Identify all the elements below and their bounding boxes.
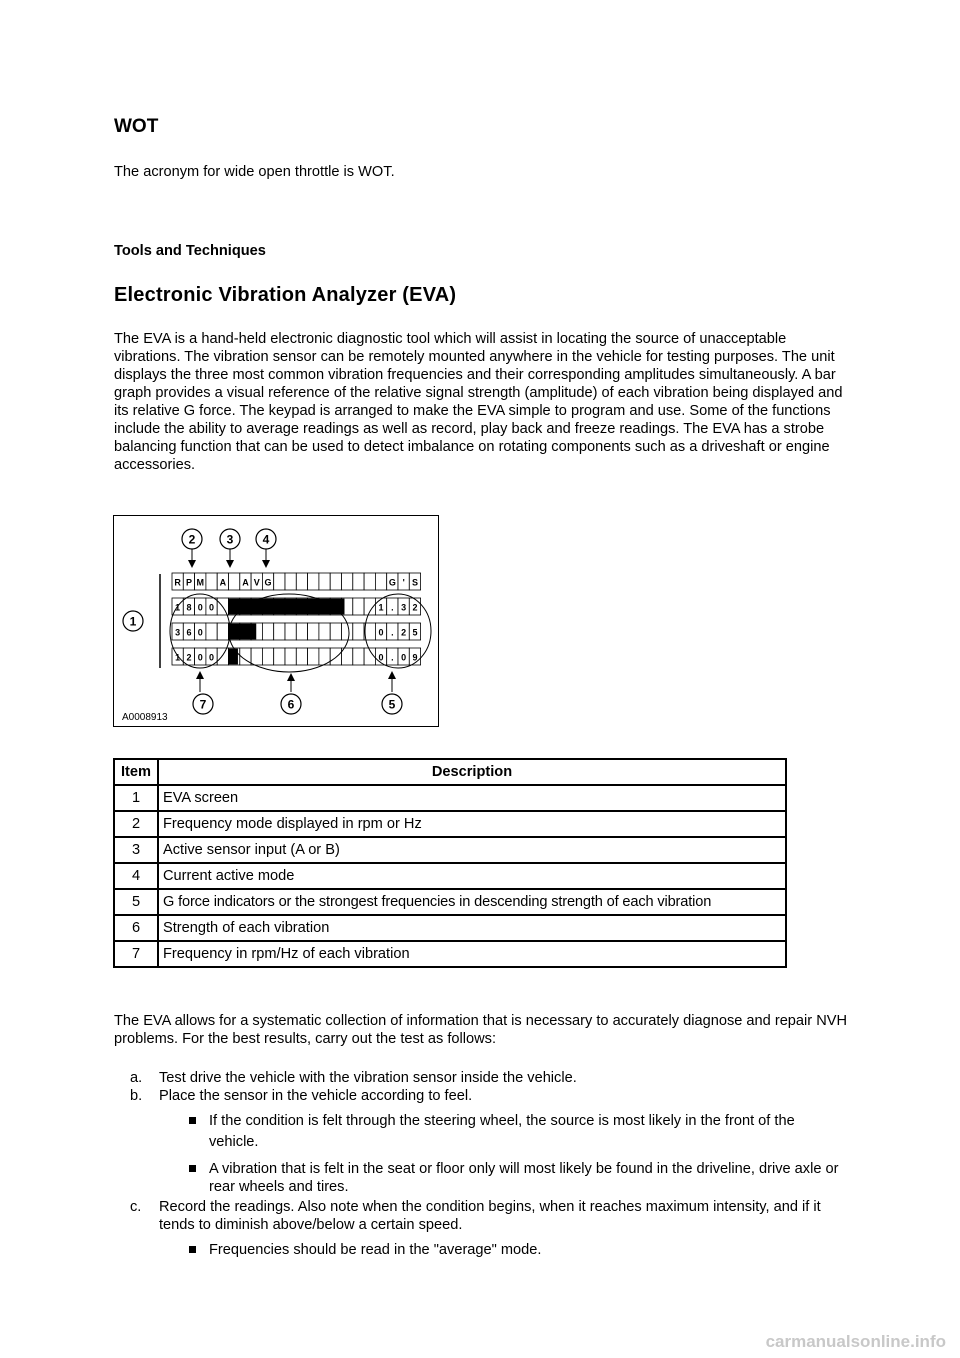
display-header-char: G [388,577,396,588]
g-force-digit: 2 [412,602,418,613]
display-cell [285,648,296,665]
callout-4 [256,529,276,568]
item-description: Frequency mode displayed in rpm or Hz [158,811,786,837]
display-cell [274,623,285,640]
display-cell [342,573,353,590]
g-force-digit: 9 [412,652,418,663]
display-header-char: ' [402,577,405,588]
callout-2 [182,529,202,568]
frequency-digit: 0 [197,627,203,638]
frequency-digit: 6 [186,627,192,638]
display-cell [364,573,375,590]
display-cell [229,573,240,590]
item-description-table [113,758,787,968]
frequency-digit: 8 [186,602,192,613]
display-cell [296,623,307,640]
display-cell [285,573,296,590]
g-force-digit: . [391,652,394,663]
item-number: 5 [114,889,158,915]
display-cell [217,623,228,640]
display-cell [353,598,364,615]
g-force-digit: 1 [378,602,384,613]
item-description: EVA screen [158,785,786,811]
callout-3-label: 3 [226,532,234,547]
display-header-char: P [185,577,192,588]
frequency-digit: 1 [175,602,181,613]
display-cell [285,623,296,640]
eva-display-grid [172,573,421,665]
display-cell [308,648,319,665]
table-row [114,863,786,889]
table-row [114,811,786,837]
table-row [114,915,786,941]
display-cell [330,648,341,665]
step-marker: b. [130,1088,143,1104]
callout-1-label: 1 [129,614,137,629]
callout-1 [123,611,143,631]
item-number: 7 [114,941,158,967]
frequency-digit: 0 [209,602,215,613]
bullet-square-icon [189,1117,196,1124]
item-number: 4 [114,863,158,889]
item-column-header: Item [114,759,158,785]
g-force-digit: 0 [401,652,407,663]
bullet-text: A vibration that is felt in the seat or floor only will most likely be found in the driveline, drive axle or rear wheels and tires. [209,1161,839,1195]
frequency-digit: 0 [197,602,203,613]
g-force-digit: 5 [412,627,418,638]
eva-intro-paragraph: The EVA is a hand-held electronic diagnostic tool which will assist in locating the source of unacceptable vibrations. The vibration sensor can be remotely mounted anywhere in the vehicle for testing purposes. The unit displays the three most common vibration frequencies and their corresponding amplitudes simultaneously. A bar graph provides a visual reference of the relative signal strength (amplitude) of each vibration being displayed and its relative G force. The keypad is arranged to make the EVA simple to program and use. Some of the functions include the ability to average readings as well as record, play back and freeze readings. The EVA has a strobe balancing function that can be used to detect imbalance on rotating components such as a driveshaft or engine accessories. [114,331,843,473]
bullet-text: Frequencies should be read in the "average" mode. [209,1242,542,1258]
g-force-digit: . [391,602,394,613]
display-cell [319,623,330,640]
callout-7-label: 7 [199,697,207,712]
bullet-square-icon [189,1246,196,1253]
item-description: Current active mode [158,863,786,889]
display-cell [274,573,285,590]
description-column-header: Description [158,759,786,785]
display-header-char: G [264,577,272,588]
display-cell [296,573,307,590]
step-marker: a. [130,1070,143,1086]
display-header-char: M [196,577,204,588]
callout-7 [193,671,213,714]
item-description: G force indicators or the strongest frequencies in descending strength of each vibration [158,889,786,915]
item-number: 1 [114,785,158,811]
callout-5 [382,671,402,714]
display-cell [262,648,273,665]
callout-6 [281,673,301,714]
display-cell [375,573,386,590]
wot-heading: WOT [114,116,159,137]
figure-code: A0008913 [122,712,168,723]
step-marker: c. [130,1199,142,1215]
eva-screen-figure [113,515,439,727]
item-description: Active sensor input (A or B) [158,837,786,863]
display-cell [274,648,285,665]
display-header-char: A [219,577,227,588]
item-number: 6 [114,915,158,941]
item-description: Strength of each vibration [158,915,786,941]
callout-6-label: 6 [287,697,295,712]
display-header-char: V [253,577,260,588]
wot-definition: The acronym for wide open throttle is WOT. [114,164,395,180]
display-cell [342,623,353,640]
display-header-char: A [242,577,249,588]
display-cell [296,648,307,665]
display-cell [206,623,217,640]
g-force-digit: 0 [378,652,384,663]
step-text: Place the sensor in the vehicle according to feel. [159,1088,473,1104]
table-row [114,889,786,915]
eva-screen-illustration [114,516,438,726]
display-cell [353,648,364,665]
eva-heading: Electronic Vibration Analyzer (EVA) [114,284,457,306]
display-header-char: S [411,577,418,588]
table-row [114,837,786,863]
strength-bar [229,624,256,639]
watermark: carmanualsonline.info [765,1332,946,1351]
frequency-digit: 2 [186,652,192,663]
frequency-digit: 3 [175,627,181,638]
table-row [114,785,786,811]
callout-2-label: 2 [188,532,196,547]
callout-5-label: 5 [388,697,396,712]
frequency-digit: 1 [175,652,181,663]
display-cell [308,573,319,590]
tools-heading: Tools and Techniques [114,243,266,259]
display-cell [217,648,228,665]
g-force-digit: 3 [401,602,407,613]
callout-3 [220,529,240,568]
bullet-square-icon [189,1165,196,1172]
step-text: Test drive the vehicle with the vibration sensor inside the vehicle. [159,1070,577,1086]
display-cell [206,573,217,590]
display-cell [319,573,330,590]
table-header-row [114,759,786,785]
step-text: Record the readings. Also note when the condition begins, when it reaches maximum intensity, and if it tends to diminish above/below a certain speed. [159,1199,821,1233]
frequency-digit: 0 [209,652,215,663]
item-number: 3 [114,837,158,863]
display-cell [330,623,341,640]
bullet-text: If the condition is felt through the steering wheel, the source is most likely in the front of the vehicle. [209,1113,795,1150]
g-force-digit: 2 [401,627,407,638]
g-force-digit: 0 [378,627,384,638]
display-cell [262,623,273,640]
callout-4-label: 4 [262,532,270,547]
display-header-char: R [174,577,181,588]
g-force-digit: . [391,627,394,638]
display-cell [330,573,341,590]
display-cell [353,573,364,590]
procedure-intro-paragraph: The EVA allows for a systematic collection of information that is necessary to accurately diagnose and repair NVH problems. For the best results, carry out the test as follows: [114,1013,848,1047]
item-number: 2 [114,811,158,837]
item-description: Frequency in rpm/Hz of each vibration [158,941,786,967]
display-cell [353,623,364,640]
table-row [114,941,786,967]
frequency-digit: 0 [197,652,203,663]
display-cell [308,623,319,640]
display-cell [251,648,262,665]
